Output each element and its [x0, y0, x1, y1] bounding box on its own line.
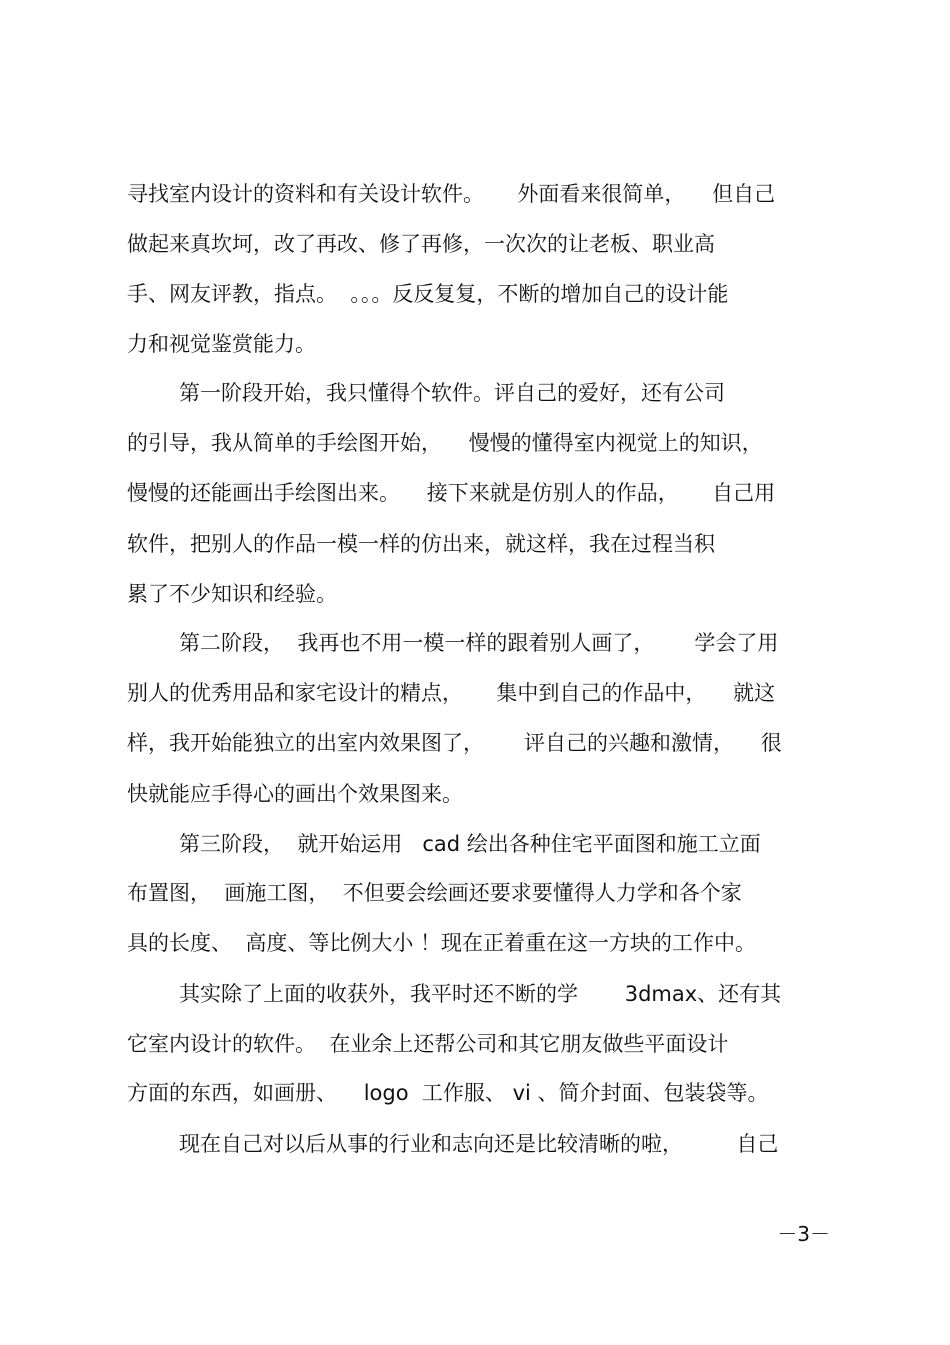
text-line: 别人的优秀用品和家宅设计的精点， 集中到自己的作品中， 就这 [127, 681, 776, 705]
text-line: 做起来真坎坷，改了再改、修了再修，一次次的让老板、职业高 [127, 232, 715, 256]
text-line: 具的长度、 高度、等比例大小 ！现在正着重在这一方块的工作中。 [127, 931, 757, 955]
paragraph-start-line: 第三阶段， 就开始运用 cad 绘出各种住宅平面图和施工立面 [179, 832, 761, 856]
text-line: 样，我开始能独立的出室内效果图了， 评自己的兴趣和激情， 很 [127, 731, 782, 755]
text-line: 快就能应手得心的画出个效果图来。 [127, 782, 463, 806]
text-line: 手、网友评教，指点。 。。。反反复复，不断的增加自己的设计能 [127, 282, 729, 306]
page-number: －3－ [777, 1222, 830, 1246]
text-line: 布置图， 画施工图， 不但要会绘画还要求要懂得人力学和各个家 [127, 881, 742, 905]
text-line: 的引导，我从简单的手绘图开始， 慢慢的懂得室内视觉上的知识， [127, 431, 763, 455]
paragraph-start-line: 第二阶段， 我再也不用一模一样的跟着别人画了， 学会了用 [179, 631, 779, 655]
paragraph-start-line: 现在自己对以后从事的行业和志向还是比较清晰的啦， 自己 [179, 1132, 779, 1156]
text-line: 力和视觉鉴赏能力。 [127, 332, 316, 356]
paragraph-start-line: 第一阶段开始，我只懂得个软件。评自己的爱好，还有公司 [179, 381, 725, 405]
text-line: 慢慢的还能画出手绘图出来。 接下来就是仿别人的作品， 自己用 [127, 481, 776, 505]
paragraph-start-line: 其实除了上面的收获外，我平时还不断的学 3dmax、还有其 [179, 982, 782, 1006]
text-line: 累了不少知识和经验。 [127, 582, 337, 606]
text-line: 软件，把别人的作品一模一样的仿出来，就这样，我在过程当积 [127, 532, 715, 556]
text-line: 方面的东西，如画册、 logo 工作服、 vi 、简介封面、包装袋等。 [127, 1081, 769, 1105]
text-line: 它室内设计的软件。 在业余上还帮公司和其它朋友做些平面设计 [127, 1032, 729, 1056]
text-line: 寻找室内设计的资料和有关设计软件。 外面看来很简单， 但自己 [127, 182, 776, 206]
